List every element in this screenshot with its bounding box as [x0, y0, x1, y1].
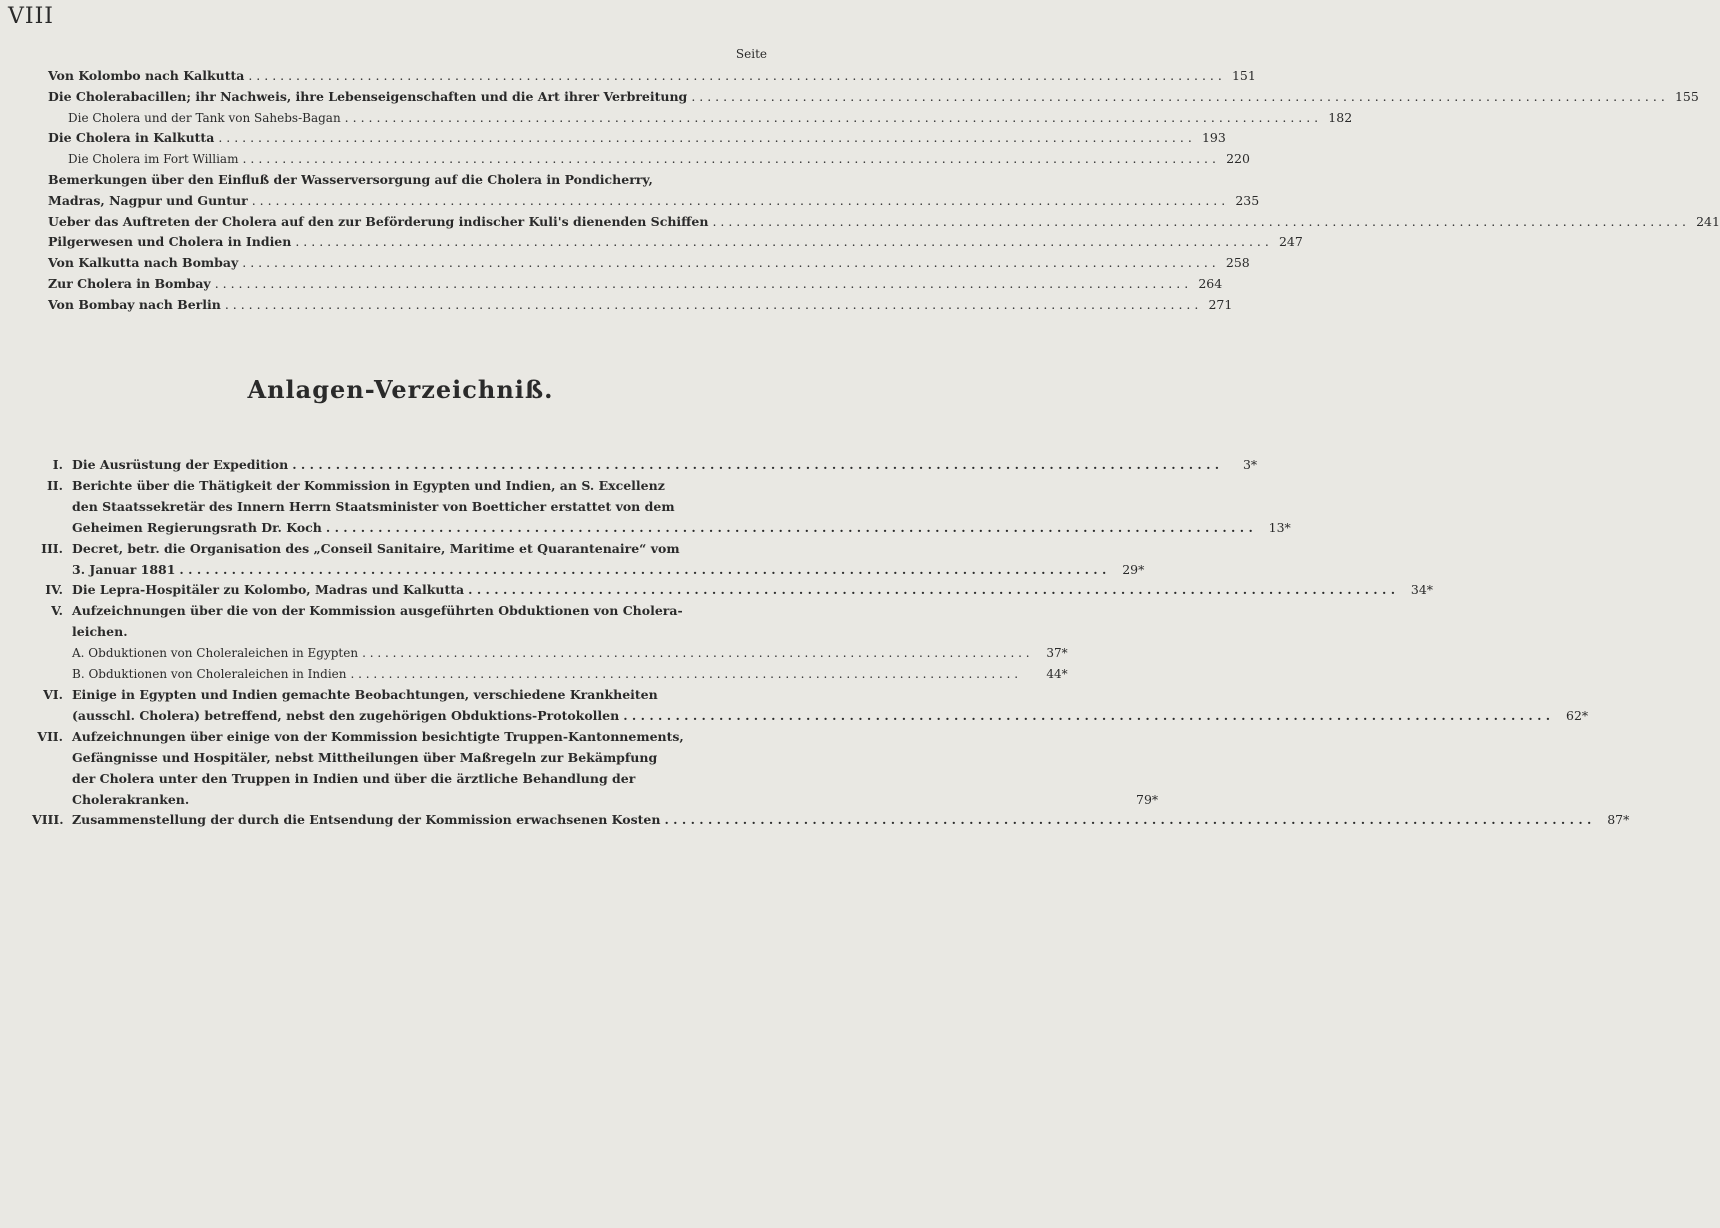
toc-row[interactable]	[48, 149, 1250, 170]
annex-line-text: leichen.	[72, 624, 128, 640]
annex-roman-numeral: VI.	[43, 686, 63, 702]
annex-line	[72, 601, 1068, 622]
toc-title: Bemerkungen über den Einfluß der Wasserversorgung auf die Cholera in Pondicherry,	[48, 171, 653, 187]
annex-line-text: Die Lepra-Hospitäler zu Kolombo, Madras und Kalkutta	[72, 582, 465, 598]
toc-leader-dots	[238, 149, 1219, 170]
toc-page-number: 220	[1226, 151, 1250, 167]
annex-line	[72, 580, 1433, 601]
toc-page-number: 182	[1328, 109, 1353, 125]
toc-title: Madras, Nagpur und Guntur	[48, 192, 248, 208]
annex-line	[72, 476, 1291, 497]
annex-page-number: 87*	[1607, 812, 1630, 828]
annex-leader-dots	[619, 706, 1554, 727]
toc-title: Von Kolombo nach Kalkutta	[48, 68, 245, 83]
annex-page-number: 79*	[1136, 791, 1159, 807]
annex-entry[interactable]	[32, 455, 1258, 476]
annex-page-number: 29*	[1122, 561, 1145, 577]
annex-leader-dots	[288, 455, 1223, 476]
toc-row[interactable]	[48, 87, 1699, 108]
annex-entry[interactable]	[32, 727, 1159, 811]
annex-leader-dots	[175, 560, 1110, 581]
annex-line-text: Aufzeichnungen über die von der Kommission ausgeführten Obduktionen von Cholera-	[72, 603, 683, 619]
annex-entry[interactable]	[32, 580, 1434, 601]
annex-entry-body	[72, 580, 1433, 601]
annex-roman-numeral: I.	[52, 457, 63, 472]
annex-entry[interactable]	[32, 810, 1630, 831]
annex-line-text: Die Ausrüstung der Expedition	[72, 457, 289, 472]
toc-title: Von Bombay nach Berlin	[48, 296, 221, 312]
annex-leader-dots	[322, 518, 1257, 539]
toc-page-number: 271	[1208, 296, 1233, 312]
toc-title: Zur Cholera in Bombay	[48, 275, 211, 291]
annex-line-text: den Staatssekretär des Innern Herrn Staatsminister von Boetticher erstattet von dem	[72, 498, 675, 514]
toc-leader-dots	[341, 108, 1322, 129]
section-title: Anlagen-Verzeichniß.	[247, 375, 554, 404]
toc-row[interactable]	[48, 128, 1226, 149]
annex-page-number: 62*	[1566, 707, 1589, 723]
annex-roman-numeral: V.	[51, 603, 63, 619]
toc-leader-dots	[238, 253, 1219, 274]
toc-row[interactable]	[48, 191, 1260, 212]
toc-page-number: 258	[1225, 255, 1250, 271]
toc-row[interactable]	[48, 66, 1256, 87]
annex-line	[72, 518, 1291, 539]
toc-page-number: 235	[1235, 192, 1260, 208]
annex-line	[72, 810, 1629, 831]
annex-roman-numeral: II.	[46, 477, 63, 493]
annex-line-text: Aufzeichnungen über einige von der Kommission besichtigte Truppen-Kantonnements,	[72, 728, 684, 744]
page-number: VIII	[8, 4, 54, 29]
toc-title: Die Cholera im Fort William	[68, 152, 239, 167]
toc-leader-dots	[708, 212, 1689, 233]
annex-entry[interactable]	[32, 539, 1145, 581]
annex-line	[72, 539, 1144, 560]
annex-line	[72, 727, 1158, 748]
toc-row[interactable]	[48, 253, 1250, 274]
toc-title: Die Cholera und der Tank von Sahebs-Bagan	[68, 110, 341, 125]
annex-line	[72, 497, 1291, 518]
table-of-contents	[48, 66, 1720, 316]
annex-leader-dots	[347, 664, 1034, 685]
annex-page-number: 3*	[1242, 457, 1258, 472]
annex-entry[interactable]	[32, 685, 1589, 727]
annex-line	[72, 455, 1257, 476]
annex-line	[72, 560, 1144, 581]
annex-line-text: Gefängnisse und Hospitäler, nebst Mittheilungen über Maßregeln zur Bekämpfung	[72, 749, 658, 765]
annex-leader-dots	[464, 580, 1399, 601]
annex-roman-numeral: IV.	[45, 582, 63, 598]
annex-line-text: 3. Januar 1881	[72, 561, 176, 577]
toc-page-number: 193	[1201, 130, 1226, 146]
toc-row[interactable]	[48, 108, 1353, 129]
annex-list	[32, 455, 1630, 831]
annex-line-text: Zusammenstellung der durch die Entsendung der Kommission erwachsenen Kosten	[72, 812, 661, 828]
annex-line-text: Einige in Egypten und Indien gemachte Beobachtungen, verschiedene Krankheiten	[72, 686, 658, 702]
annex-line-text: Cholerakranken.	[72, 791, 190, 807]
annex-line-text: Berichte über die Thätigkeit der Kommission in Egypten und Indien, an S. Excellenz	[72, 477, 665, 493]
annex-line-text: Decret, betr. die Organisation des „Conseil Sanitaire, Maritime et Quarantenaire“ vom	[72, 540, 680, 556]
annex-entry-body	[72, 455, 1257, 476]
annex-page-number: 44*	[1046, 667, 1068, 682]
toc-row[interactable]	[48, 170, 764, 191]
annex-subentry[interactable]	[72, 664, 1068, 685]
annex-leader-dots	[660, 810, 1595, 831]
toc-leader-dots	[291, 232, 1272, 253]
annex-line	[72, 769, 1158, 790]
toc-title: Von Kalkutta nach Bombay	[48, 255, 239, 271]
annex-page-number: 37*	[1046, 646, 1068, 661]
toc-title: Die Cholera in Kalkutta	[48, 130, 215, 146]
annex-line	[72, 790, 1158, 811]
toc-page-number: 151	[1231, 68, 1256, 83]
annex-subentry-text: B. Obduktionen von Choleraleichen in Indien	[72, 667, 347, 682]
toc-title: Ueber das Auftreten der Cholera auf den zur Beförderung indischer Kuli's dienenden Schiffen	[48, 213, 709, 229]
toc-leader-dots	[244, 66, 1225, 87]
annex-entry-body	[72, 727, 1158, 811]
toc-row[interactable]	[48, 212, 1720, 233]
annex-entry[interactable]	[32, 601, 1068, 685]
annex-line-text: (ausschl. Cholera) betreffend, nebst den zugehörigen Obduktions-Protokollen	[72, 707, 620, 723]
toc-page-number: 241	[1696, 213, 1720, 229]
annex-entry-body	[72, 601, 1068, 685]
annex-line	[72, 748, 1158, 769]
page-column-label: Seite	[735, 47, 767, 61]
toc-page-number: 264	[1198, 275, 1223, 291]
annex-entry[interactable]	[32, 476, 1291, 539]
annex-entry-body	[72, 539, 1144, 581]
annex-entry-body	[72, 476, 1291, 539]
toc-row[interactable]	[48, 232, 1303, 253]
toc-row[interactable]	[48, 295, 1233, 316]
annex-page-number: 13*	[1268, 519, 1291, 535]
annex-line	[72, 685, 1588, 706]
annex-line-text: der Cholera unter den Truppen in Indien und über die ärztliche Behandlung der	[72, 770, 636, 786]
toc-leader-dots	[221, 295, 1202, 316]
annex-line-text: Geheimen Regierungsrath Dr. Koch	[72, 519, 322, 535]
annex-page-number: 34*	[1410, 582, 1434, 598]
annex-subentry[interactable]	[72, 643, 1068, 664]
annex-entry-body	[72, 810, 1629, 831]
toc-leader-dots	[687, 87, 1668, 108]
annex-subentry-text: A. Obduktionen von Choleraleichen in Egypten	[72, 646, 359, 661]
toc-page-number: 155	[1674, 88, 1699, 104]
toc-leader-dots	[248, 191, 1229, 212]
toc-row[interactable]	[48, 274, 1223, 295]
toc-leader-dots	[214, 128, 1195, 149]
annex-roman-numeral: VII.	[37, 728, 63, 744]
toc-page-number: 247	[1278, 234, 1303, 250]
toc-leader-dots	[211, 274, 1192, 295]
toc-title: Die Cholerabacillen; ihr Nachweis, ihre Lebenseigenschaften und die Art ihrer Verbreitung	[48, 88, 688, 104]
annex-leader-dots	[358, 643, 1034, 664]
annex-entry-body	[72, 685, 1588, 727]
toc-title: Pilgerwesen und Cholera in Indien	[48, 234, 292, 250]
annex-roman-numeral: III.	[41, 540, 63, 556]
annex-line	[72, 706, 1588, 727]
annex-roman-numeral: VIII.	[32, 812, 64, 828]
annex-line	[72, 622, 1068, 643]
